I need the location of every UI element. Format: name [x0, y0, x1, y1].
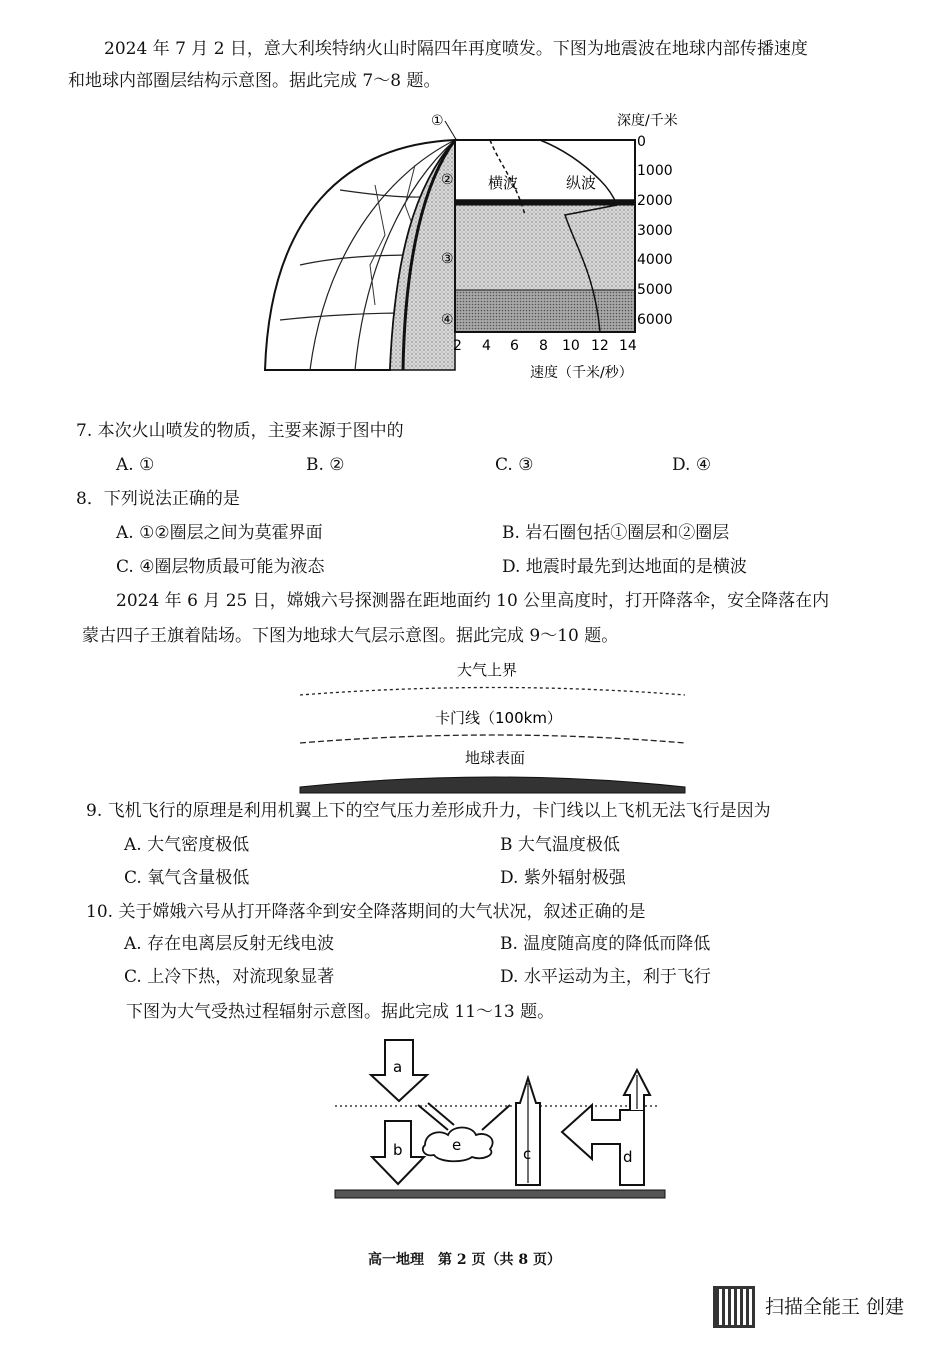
speed-tick: 4	[482, 338, 491, 354]
question-7-stem: 7. 本次火山喷发的物质，主要来源于图中的	[76, 421, 404, 441]
marker-3: ③	[441, 251, 454, 267]
q7-option-d: D. ④	[672, 455, 712, 475]
marker-1: ①	[431, 113, 444, 129]
earth-surface	[300, 777, 685, 793]
q10-option-d: D. 水平运动为主，利于飞行	[500, 967, 711, 987]
s-wave-label: 横波	[488, 174, 519, 192]
intro-line: 下图为大气受热过程辐射示意图。据此完成 11～13 题。	[126, 1002, 555, 1022]
q9-option-b: B 大气温度极低	[500, 835, 620, 855]
arrow-d	[562, 1105, 644, 1185]
label-c: c	[523, 1145, 532, 1163]
speed-tick: 14	[619, 338, 637, 354]
q8-option-d: D. 地震时最先到达地面的是横波	[502, 557, 747, 577]
label-a: a	[393, 1058, 403, 1076]
depth-tick: 5000	[637, 282, 673, 298]
atmosphere-top-label: 大气上界	[457, 661, 518, 679]
karman-line	[300, 735, 685, 743]
label-e: e	[452, 1136, 462, 1154]
speed-tick: 12	[591, 338, 609, 354]
speed-tick: 6	[510, 338, 519, 354]
depth-tick: 4000	[637, 252, 673, 268]
atmosphere-figure	[295, 655, 695, 795]
scanner-watermark: 扫描全能王 创建	[765, 1296, 905, 1318]
question-10-stem: 10. 关于嫦娥六号从打开降落伞到安全降落期间的大气状况，叙述正确的是	[86, 902, 646, 922]
page-footer: 高一地理 第 2 页（共 8 页）	[368, 1252, 561, 1268]
q9-option-d: D. 紫外辐射极强	[500, 868, 626, 888]
intro-line: 2024 年 7 月 2 日，意大利埃特纳火山时隔四年再度喷发。下图为地震波在地球内部传播速度	[104, 39, 808, 59]
q10-option-c: C. 上冷下热，对流现象显著	[124, 967, 335, 987]
q7-option-b: B. ②	[306, 455, 345, 475]
q10-option-b: B. 温度随高度的降低而降低	[500, 934, 711, 954]
karman-line-label: 卡门线（100km）	[435, 709, 562, 727]
question-9-stem: 9. 飞机飞行的原理是利用机翼上下的空气压力差形成升力，卡门线以上飞机无法飞行是因为	[86, 801, 771, 821]
label-d: d	[623, 1148, 633, 1166]
q7-option-a: A. ①	[116, 455, 155, 475]
marker-2: ②	[441, 172, 454, 188]
qr-code-icon	[713, 1286, 755, 1328]
speed-tick: 10	[562, 338, 580, 354]
earth-interior-figure	[255, 105, 695, 395]
depth-axis-label: 深度/千米	[617, 113, 678, 129]
speed-tick: 2	[453, 338, 462, 354]
p-wave-label: 纵波	[566, 174, 597, 192]
depth-tick: 2000	[637, 193, 673, 209]
intro-line: 2024 年 6 月 25 日，嫦娥六号探测器在距地面约 10 公里高度时，打开降落伞，安全降落在内	[116, 591, 830, 611]
atmosphere-top-line	[300, 688, 685, 696]
radiation-figure	[330, 1035, 675, 1210]
depth-tick: 0	[637, 134, 646, 150]
marker-4: ④	[441, 312, 454, 328]
intro-line: 蒙古四子王旗着陆场。下图为地球大气层示意图。据此完成 9～10 题。	[82, 626, 619, 646]
speed-axis-label: 速度（千米/秒）	[530, 365, 633, 381]
label-b: b	[393, 1141, 403, 1159]
q9-option-c: C. 氧气含量极低	[124, 868, 250, 888]
intro-line: 和地球内部圈层结构示意图。据此完成 7～8 题。	[68, 71, 441, 91]
q8-option-b: B. 岩石圈包括①圈层和②圈层	[502, 523, 730, 543]
question-8-stem: 8．下列说法正确的是	[76, 489, 240, 509]
depth-tick: 3000	[637, 223, 673, 239]
q10-option-a: A. 存在电离层反射无线电波	[124, 934, 335, 954]
earth-surface-label: 地球表面	[465, 749, 526, 767]
depth-tick: 6000	[637, 312, 673, 328]
q8-option-c: C. ④圈层物质最可能为液态	[116, 557, 325, 577]
q9-option-a: A. 大气密度极低	[124, 835, 250, 855]
q7-option-c: C. ③	[495, 455, 534, 475]
depth-tick: 1000	[637, 163, 673, 179]
speed-tick: 8	[539, 338, 548, 354]
q8-option-a: A. ①②圈层之间为莫霍界面	[116, 523, 323, 543]
